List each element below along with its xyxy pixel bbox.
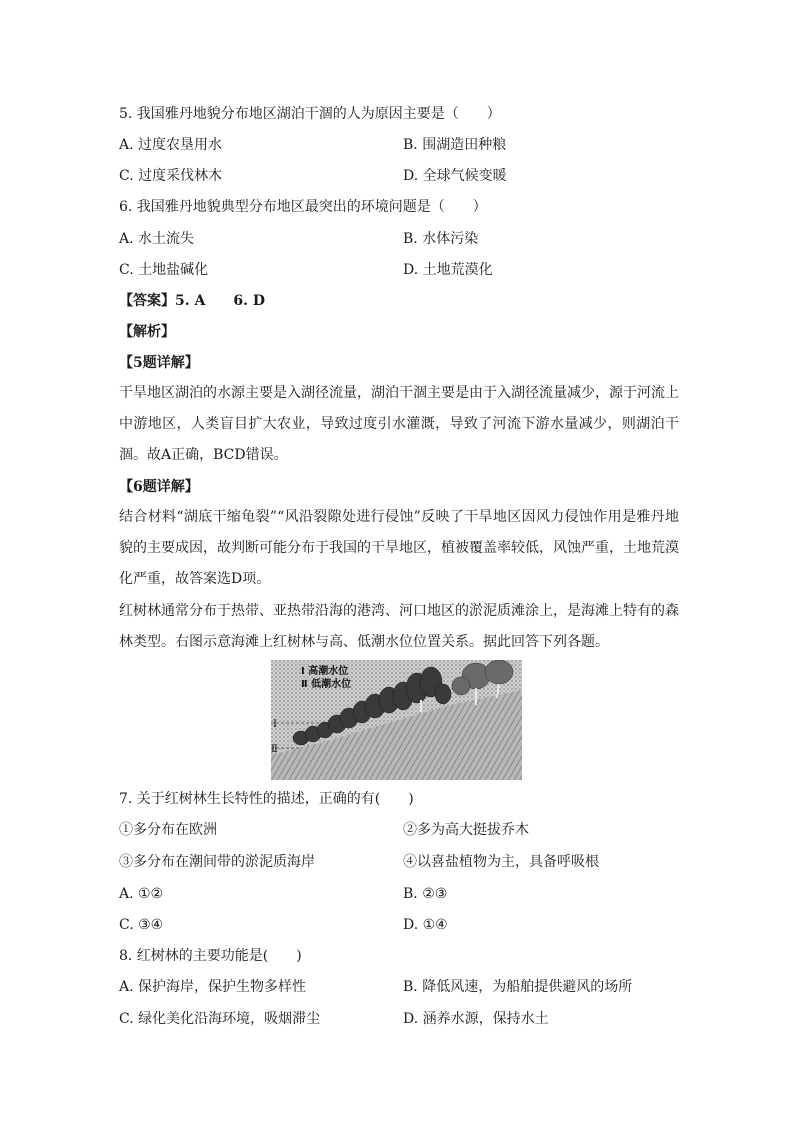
q5-option-d: D. 全球气候变暖 [403, 168, 507, 184]
mangrove-tide-figure [271, 660, 522, 780]
q8-stem: 8. 红树林的主要功能是( ) [119, 948, 302, 964]
answer-line: 【答案】5. A 6. D [119, 293, 265, 309]
analysis-heading: 【解析】 [119, 324, 175, 340]
q5-option-b: B. 围湖造田种粮 [403, 137, 507, 153]
q6-option-c: C. 土地盐碱化 [119, 262, 209, 278]
q5-option-c: C. 过度采伐林木 [119, 168, 223, 184]
q7-statement-2: ②多为高大挺拔乔木 [403, 822, 529, 838]
q6-option-b: B. 水体污染 [403, 231, 479, 247]
mangrove-tide-illustration [271, 660, 522, 780]
q8-option-d: D. 涵养水源，保持水土 [403, 1011, 549, 1027]
q7-statement-4: ④以喜盐植物为主，具备呼吸根 [403, 854, 599, 870]
legend-high-tide: Ⅰ 高潮水位 [301, 666, 349, 677]
q7-statement-1: ①多分布在欧洲 [119, 822, 217, 838]
q6-detail-heading: 【6题详解】 [119, 479, 199, 495]
marker-high-tide: Ⅰ [273, 719, 277, 730]
q8-option-a: A. 保护海岸，保护生物多样性 [119, 979, 307, 995]
q7-option-b: B. ②③ [403, 886, 448, 902]
q8-option-b: B. 降低风速，为船舶提供避风的场所 [403, 979, 633, 995]
q6-stem: 6. 我国雅丹地貌典型分布地区最突出的环境问题是（ ） [119, 199, 487, 215]
q5-option-a: A. 过度农垦用水 [119, 137, 223, 153]
q8-option-c: C. 绿化美化沿海环境，吸烟滞尘 [119, 1011, 321, 1027]
q7-stem: 7. 关于红树林生长特性的描述，正确的有( ) [119, 791, 414, 807]
q5-detail-heading: 【5题详解】 [119, 355, 199, 371]
q6-detail-paragraph: 结合材料“湖底干缩龟裂”“风沿裂隙处进行侵蚀”反映了干旱地区因风力侵蚀作用是雅丹地貌的主要成因，故判断可能分布于我国的干旱地区，植被覆盖率较低，风蚀严重，土地荒漠化严重，故答案选D项。 [119, 509, 679, 587]
q6-option-a: A. 水土流失 [119, 231, 195, 247]
q7-option-a: A. ①② [119, 886, 164, 902]
q5-stem: 5. 我国雅丹地貌分布地区湖泊干涸的人为原因主要是（ ） [119, 106, 501, 122]
marker-low-tide: Ⅱ [271, 744, 278, 755]
q7-statement-3: ③多分布在潮间带的淤泥质海岸 [119, 854, 315, 870]
q6-option-d: D. 土地荒漠化 [403, 262, 493, 278]
legend-low-tide: Ⅱ 低潮水位 [301, 679, 352, 690]
mangrove-intro-paragraph: 红树林通常分布于热带、亚热带沿海的港湾、河口地区的淤泥质滩涂上，是海滩上特有的森林类型。右图示意海滩上红树林与高、低潮水位位置关系。据此回答下列各题。 [119, 603, 679, 650]
q7-option-c: C. ③④ [119, 917, 164, 933]
q7-option-d: D. ①④ [403, 917, 448, 933]
q5-detail-paragraph: 干旱地区湖泊的水源主要是入湖径流量，湖泊干涸主要是由于入湖径流量减少，源于河流上中游地区，人类盲目扩大农业，导致过度引水灌溉，导致了河流下游水量减少，则湖泊干涸。故A正确，BCD错误。 [119, 385, 679, 463]
